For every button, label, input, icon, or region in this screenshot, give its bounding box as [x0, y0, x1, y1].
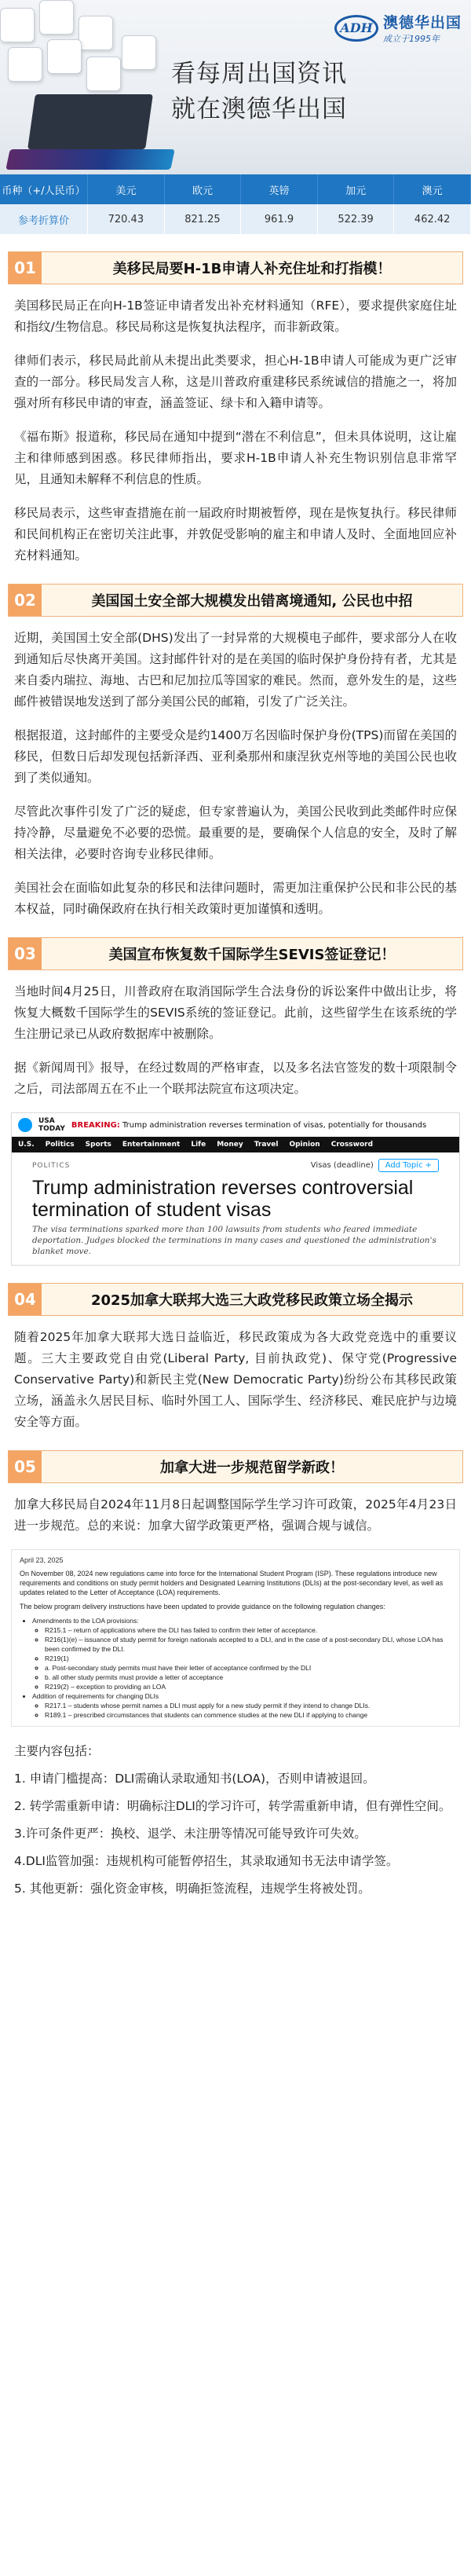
rate-header-cell: 欧元	[165, 174, 242, 204]
usatoday-topbar	[12, 1113, 459, 1137]
add-topic-button[interactable]: Add Topic +	[378, 1159, 439, 1172]
nav-item[interactable]: Travel	[254, 1141, 279, 1149]
article-paragraph: 美国社会在面临如此复杂的移民和法律问题时，需更加注重保护公民和非公民的基本权益，同时确保政府在执行相关政策时更加谨慎和透明。	[14, 881, 457, 916]
notice-subitem: ◦ R217.1 – students whose permit names a DLI must apply for a new study permit if they intend to change DLIs.	[45, 1701, 451, 1710]
article-paragraph: 美国移民局正在向H-1B签证申请者发出补充材料通知（RFE），要求提供家庭住址和指纹/生物信息。移民局称这是恢复执法程序，而非新政策。	[14, 299, 457, 334]
section-header-05	[8, 1450, 463, 1483]
section-number: 03	[9, 938, 42, 969]
usatoday-screenshot	[11, 1112, 460, 1266]
banner-headline	[171, 57, 347, 127]
notice-subitem: ◦ R189.1 – prescribed circumstances that students can commence studies at the new DLI if applying to change	[45, 1710, 451, 1720]
usatoday-subheader	[12, 1152, 459, 1172]
header-banner	[0, 0, 471, 174]
headline-line-2: 就在澳德华出国	[171, 95, 347, 123]
key-point: 4.DLI监管加强：违规机构可能暂停招生，其录取通知书无法申请学签。	[14, 1854, 399, 1868]
section-title: 加拿大进一步规范留学新政！	[160, 1460, 344, 1476]
rate-value-cell: 961.9	[241, 204, 318, 234]
usatoday-logo-icon	[18, 1118, 32, 1132]
section-title: 美国宣布恢复数千国际学生SEVIS签证登记！	[108, 947, 396, 963]
section-header-01	[8, 251, 463, 284]
nav-item[interactable]: U.S.	[18, 1141, 35, 1149]
logo-mark: ADH	[334, 15, 378, 42]
key-points-title: 主要内容包括：	[14, 1744, 100, 1758]
notice-subitem: ◦ R219(2) – exception to providing an LOA	[45, 1682, 451, 1691]
notice-list	[32, 1616, 451, 1720]
section-header-02	[8, 584, 463, 617]
rate-value-row	[0, 204, 471, 234]
section-title: 美国国土安全部大规模发出错离境通知, 公民也中招	[91, 593, 413, 610]
usatoday-dek: The visa terminations sparked more than 100 lawsuits from students who feared immediate deportation. Judges blocked the terminations in many cases and questioned the administration's blanket move.	[32, 1225, 436, 1256]
logo-name: 澳德华出国	[382, 14, 462, 31]
rate-value-cell: 参考折算价	[0, 204, 88, 234]
section-label[interactable]: POLITICS	[32, 1161, 71, 1170]
key-point: 5. 其他更新：强化资金审核，明确拒签流程，违规学生将被处罚。	[14, 1882, 371, 1896]
usatoday-headline: Trump administration reverses controversial termination of student visas	[32, 1177, 414, 1221]
rate-value-cell: 462.42	[394, 204, 471, 234]
notice-lead: The below program delivery instructions have been updated to provide guidance on the following regulation changes:	[20, 1603, 385, 1610]
section-header-03	[8, 937, 463, 970]
notice-subitem: ◦ R219(1)	[45, 1654, 451, 1663]
section-header-04	[8, 1283, 463, 1316]
key-point: 3.许可条件更严：换校、退学、未注册等情况可能导致许可失效。	[14, 1827, 367, 1841]
key-point: 1. 申请门槛提高：DLI需确认录取通知书(LOA)，否则申请被退回。	[14, 1772, 375, 1786]
notice-subitem: ◦ R216(1)(e) – issuance of study permit for foreign nationals accepted to a DLI, and in the case of a post-secondary DLI, whose LOA has been confirmed by the DLI.	[45, 1635, 451, 1654]
section-number: 01	[9, 252, 42, 284]
article-paragraph: 根据报道，这封邮件的主要受众是约1400万名因临时保护身份(TPS)而留在美国的移民，但数日后却发现包括新泽西、亚利桑那州和康涅狄克州等地的美国公民也收到了类似通知。	[14, 728, 457, 785]
nav-item[interactable]: Opinion	[289, 1141, 320, 1149]
article-paragraph: 移民局表示，这些审查措施在前一届政府时期被暂停，现在是恢复执行。移民律师和民间机构正在密切关注此事，并敦促受影响的雇主和申请人及时、全面地回应补充材料通知。	[14, 506, 457, 562]
breaking-text: Trump administration reverses termination of visas, potentially for thousands	[122, 1120, 427, 1130]
rate-header-cell: 加元	[318, 174, 395, 204]
notice-subitem: ◦ a. Post-secondary study permits must have their letter of acceptance confirmed by the DLI	[45, 1663, 451, 1673]
rate-value-cell: 720.43	[88, 204, 165, 234]
notice-subitem: ◦ R215.1 – return of applications where the DLI has failed to confirm their letter of acceptance.	[45, 1625, 451, 1635]
section-number: 02	[9, 584, 42, 616]
notice-subitem: ◦ b. all other study permits must provide a letter of acceptance	[45, 1673, 451, 1682]
notice-item-label: Addition of requirements for changing DLIs	[32, 1692, 159, 1700]
exchange-rate-table	[0, 174, 471, 234]
article-paragraph: 律师们表示，移民局此前从未提出此类要求，担心H-1B申请人可能成为更广泛审查的一部分。移民局发言人称，这是川普政府重建移民系统诚信的措施之一，将加强对所有移民申请的审查，涵盖签证、绿卡和入籍申请等。	[14, 354, 457, 410]
laptop-graphic	[8, 94, 173, 173]
nav-item[interactable]: Sports	[85, 1141, 111, 1149]
rate-header-cell: 币种（+/人民币）	[0, 174, 88, 204]
nav-item[interactable]: Crossword	[330, 1141, 374, 1149]
ircc-notice-screenshot	[11, 1549, 460, 1727]
nav-item[interactable]: Entertainment	[122, 1141, 181, 1149]
article-paragraph: 当地时间4月25日，川普政府在取消国际学生合法身份的诉讼案件中做出让步，将恢复大概数千国际学生的SEVIS系统的签证登记。此前，这些留学生在该系统的学生注册记录已从政府数据库中被删除。	[14, 984, 457, 1041]
logo-tagline: 成立于1995年	[382, 34, 440, 44]
nav-item[interactable]: Life	[191, 1141, 206, 1149]
notice-intro: On November 08, 2024 new regulations came into force for the International Student Program (ISP). These regulations introduce new requirements and conditions on study permit holders and Designated Learning Institutions (DLIs) at the post-secondary level, as well as updates related to the Letter of Acceptance (LOA) requirements.	[20, 1570, 444, 1596]
usatoday-logo-text	[38, 1117, 65, 1133]
breaking-news-ticker[interactable]	[71, 1121, 426, 1130]
notice-item	[32, 1616, 451, 1691]
section-number: 05	[9, 1451, 42, 1482]
rate-header-cell: 美元	[88, 174, 165, 204]
notice-date: April 23, 2025	[20, 1556, 64, 1564]
section-title: 美移民局要H-1B申请人补充住址和打指模！	[112, 261, 392, 277]
article-paragraph: 随着2025年加拿大联邦大选日益临近，移民政策成为各大政党竞选中的重要议题。三大主要政党自由党(Liberal Party, 目前执政党)、保守党(Progressive Conservative Party)和新民主党(New Democratic Party)纷纷公布其移民政策立场，涵盖永久居民目标、临时外国工人、国际学生、经济移民、难民庇护与边境安全等方面。	[14, 1330, 457, 1429]
nav-item[interactable]: Politics	[45, 1141, 75, 1149]
section-number: 04	[9, 1284, 42, 1315]
nav-item[interactable]: Money	[217, 1141, 243, 1149]
notice-item	[32, 1691, 451, 1720]
article-paragraph: 加拿大移民局自2024年11月8日起调整国际学生学习许可政策，2025年4月23日进一步规范。总的来说：加拿大留学政策更严格，强调合规与诚信。	[14, 1497, 457, 1533]
article-paragraph: 尽管此次事件引发了广泛的疑虑，但专家普遍认为，美国公民收到此类邮件时应保持冷静，尽量避免不必要的恐慌。最重要的是，要确保个人信息的安全，及时了解相关法律，必要时咨询专业移民律师。	[14, 804, 457, 861]
rate-header-cell: 澳元	[394, 174, 471, 204]
article-paragraph: 据《新闻周刊》报导，在经过数周的严格审查，以及多名法官签发的数十项限制令之后，司法部周五在不止一个联邦法院宣布这项决定。	[14, 1061, 457, 1096]
rate-value-cell: 522.39	[318, 204, 395, 234]
usatoday-nav	[12, 1137, 459, 1152]
section-title: 2025加拿大联邦大选三大政党移民政策立场全揭示	[90, 1292, 414, 1309]
usatoday-logo-line: USA	[38, 1117, 55, 1125]
rate-header-row	[0, 174, 471, 204]
breaking-label: BREAKING:	[71, 1120, 120, 1130]
rate-header-cell: 英镑	[241, 174, 318, 204]
topic-follow	[311, 1159, 439, 1172]
topic-label: Visas (deadline)	[310, 1161, 374, 1170]
brand-logo	[334, 11, 462, 45]
key-point: 2. 转学需重新申请：明确标注DLI的学习许可，转学需重新申请，但有弹性空间。	[14, 1799, 451, 1813]
usatoday-logo-line: TODAY	[38, 1125, 65, 1133]
notice-item-label: Amendments to the LOA provisions:	[32, 1617, 139, 1625]
rate-value-cell: 821.25	[165, 204, 242, 234]
article-paragraph: 《福布斯》报道称，移民局在通知中提到“潜在不利信息”，但未具体说明，这让雇主和律师感到困惑。移民律师指出，要求H-1B申请人补充生物识别信息非常罕见，且通知未解释不利信息的性质。	[14, 430, 457, 486]
headline-line-1: 看每周出国资讯	[171, 60, 347, 88]
article-paragraph: 近期，美国国土安全部(DHS)发出了一封异常的大规模电子邮件，要求部分人在收到通知后尽快离开美国。这封邮件针对的是在美国的临时保护身份持有者，尤其是来自委内瑞拉、海地、古巴和尼加拉瓜等国家的难民。然而，意外发生的是，这些邮件被错误地发送到了部分美国公民的邮箱，引发了广泛关注。	[14, 631, 457, 709]
